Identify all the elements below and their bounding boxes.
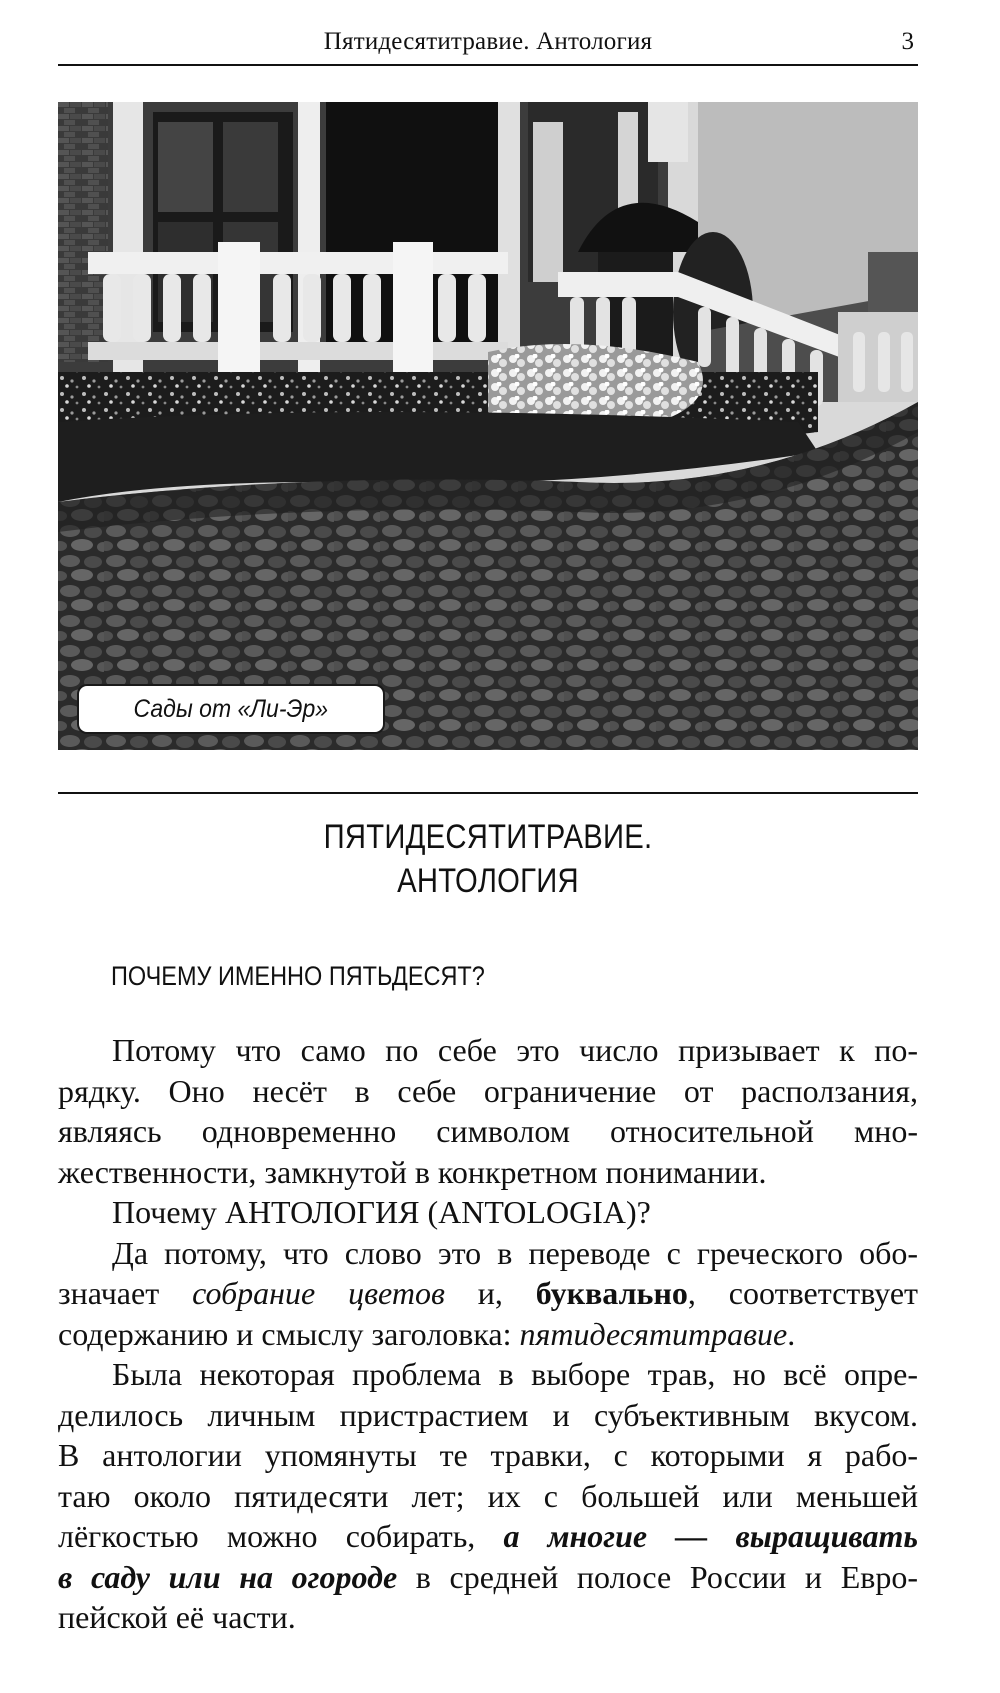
- paragraph-4-line: делилось личным пристрастием и субъективным вкусом.: [58, 1396, 918, 1433]
- photo-caption: Сады от «Ли-Эр»: [133, 694, 329, 723]
- running-header: [58, 26, 918, 66]
- section-heading: ПОЧЕМУ ИМЕННО ПЯТЬДЕСЯТ?: [111, 961, 485, 991]
- paragraph-4-line: [58, 1557, 918, 1598]
- chapter-title: [58, 815, 918, 903]
- garden-photo: [58, 102, 918, 750]
- bold-italic-phrase: в саду или на огороде: [58, 1558, 398, 1595]
- garden-photo-illustration: [58, 102, 918, 750]
- text-run: значает: [58, 1275, 193, 1311]
- text-run: , соответствует: [687, 1275, 919, 1311]
- section-divider: [58, 792, 918, 794]
- paragraph-1-line: рядку. Оно несёт в себе ограничение от расползания,: [58, 1072, 918, 1109]
- paragraph-1-line: являясь одновременно символом относительной мно-: [58, 1113, 918, 1149]
- text-run: .: [787, 1315, 796, 1352]
- paragraph-2: Почему АНТОЛОГИЯ (ANTOLOGIA)?: [112, 1194, 651, 1230]
- paragraph-4-line: В антологии упомянуты те травки, с которыми я рабо-: [58, 1437, 918, 1473]
- paragraph-4-line: [58, 1516, 918, 1557]
- bold-italic-phrase: а многие — выращивать: [503, 1518, 919, 1554]
- running-header-title: Пятидесятитравие. Антология: [323, 28, 653, 55]
- paragraph-1-line: Потому что само по себе это число призывает к по-: [112, 1032, 918, 1068]
- page-number: 3: [901, 28, 914, 55]
- chapter-title-line2: АНТОЛОГИЯ: [397, 862, 579, 900]
- paragraph-4-line: пейской её части.: [58, 1599, 296, 1635]
- paragraph-4-line: Была некоторая проблема в выборе трав, но всё опре-: [112, 1356, 918, 1392]
- paragraph-4-line: таю около пятидесяти лет; их с большей или меньшей: [58, 1477, 918, 1514]
- paragraph-3-line: [58, 1273, 918, 1314]
- italic-phrase: пятидесятитравие: [519, 1315, 788, 1352]
- paragraph-3-line: [58, 1314, 918, 1355]
- photo-caption-box: [79, 686, 383, 732]
- text-run: и,: [444, 1275, 536, 1311]
- paragraph-1-line: жественности, замкнутой в конкретном понимании.: [58, 1153, 767, 1190]
- text-run: в средней полосе России и Евро-: [397, 1558, 919, 1595]
- body-text: [58, 1030, 918, 1638]
- paragraph-3-line: Да потому, что слово это в переводе с греческого обо-: [112, 1234, 918, 1271]
- chapter-title-line1: ПЯТИДЕСЯТИТРАВИЕ.: [323, 818, 653, 856]
- text-run: содержанию и смыслу заголовка:: [58, 1315, 520, 1352]
- text-run: лёгкостью можно собирать,: [58, 1518, 504, 1554]
- bold-word: буквально: [535, 1275, 688, 1311]
- italic-phrase: собрание цветов: [192, 1275, 445, 1311]
